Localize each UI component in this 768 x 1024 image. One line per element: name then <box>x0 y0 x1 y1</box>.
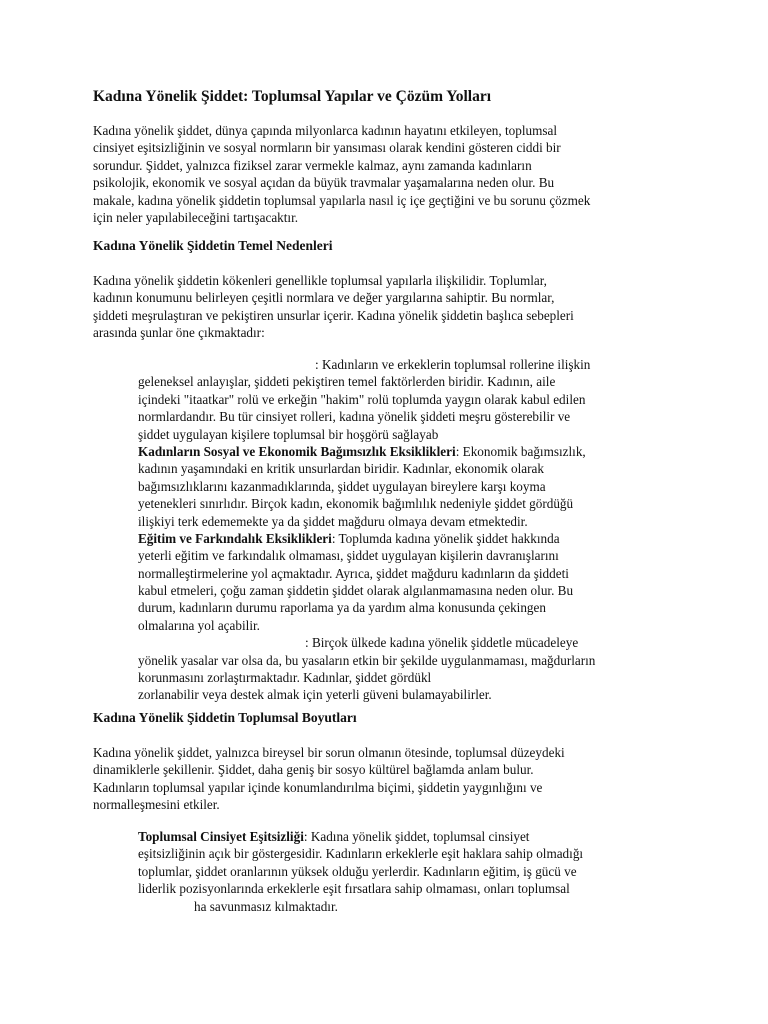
text-line: dinamiklerle şekillenir. Şiddet, daha geniş bir sosyo kültürel bağlamda anlam bulur. <box>93 762 534 778</box>
list-item-term: Eğitim ve Farkındalık Eksiklikleri <box>138 530 332 546</box>
text-line: bağımsızlıklarını kazanmadıklarında, şiddet uygulayan bireylere karşı koyma <box>138 478 546 494</box>
text-line: yeterli eğitim ve farkındalık olmaması, şiddet uygulayan kişilerin davranışlarını <box>138 548 559 564</box>
text-line: şiddet uygulayan kişilere toplumsal bir hoşgörü sağlayab <box>138 426 439 442</box>
text-line: ilişkiyi terk edememekte ya da şiddet mağduru olmaya devam etmektedir. <box>138 513 528 529</box>
text-line: zorlanabilir veya destek almak için yeterli güveni bulamayabilirler. <box>138 687 492 703</box>
list-item-first-line: : Kadınların ve erkeklerin toplumsal rollerine ilişkin <box>315 357 591 372</box>
text-line: arasında şunlar öne çıkmaktadır: <box>93 325 265 341</box>
text-line: kabul etmeleri, çoğu zaman şiddetin şiddet olarak algılanmamasına neden olur. Bu <box>138 583 574 599</box>
text-line: Kadına yönelik şiddet, dünya çapında milyonlarca kadının hayatını etkileyen, toplumsal <box>93 123 558 138</box>
text-line: durum, kadınların durumu raporlama ya da yardım alma konusunda çekingen <box>138 600 546 616</box>
list-item-first-line <box>138 443 678 460</box>
text-line: Kadına yönelik şiddetin kökenleri genellikle toplumsal yapılarla ilişkilidir. Toplumlar, <box>93 273 547 288</box>
text-line: içindeki "itaatkar" rolü ve erkeğin "hakim" rolü toplumda yaygın olarak kabul edilen <box>138 391 586 407</box>
dimensions-list <box>138 828 678 915</box>
text-line: sorundur. Şiddet, yalnızca fiziksel zarar vermekle kalmaz, aynı zamanda kadınların <box>93 157 532 173</box>
list-item-text: : Toplumda kadına yönelik şiddet hakkında <box>331 530 560 546</box>
text-line: liderlik pozisyonlarında erkeklerle eşit fırsatlara sahip olmaması, onları toplumsal <box>138 881 570 897</box>
text-line: psikolojik, ekonomik ve sosyal açıdan da büyük travmalar yaşamalarına neden olur. Bu <box>93 175 555 191</box>
text-line: toplumlar, şiddet oranlarının yüksek olduğu yerlerdir. Kadınların eğitim, iş gücü ve <box>138 863 577 879</box>
text-line: yetenekleri sınırlıdır. Birçok kadın, ekonomik bağımlılık nedeniyle şiddet gördüğü <box>138 496 574 512</box>
list-item-first-line <box>138 530 678 547</box>
section1-paragraph <box>93 272 683 342</box>
text-line: cinsiyet eşitsizliğinin ve sosyal normların bir yansıması olarak kendini gösteren ciddi bir <box>93 140 561 156</box>
section-heading: Kadına Yönelik Şiddetin Temel Nedenleri <box>93 238 333 253</box>
list-item-term: Kadınların Sosyal ve Ekonomik Bağımsızlık Eksiklikleri <box>138 443 456 459</box>
text-line: kadının konumunu belirleyen çeşitli normlara ve değer yargılarına sahiptir. Bu normlar, <box>93 290 555 306</box>
text-line: ha savunmasız kılmaktadır. <box>194 898 338 914</box>
section2-paragraph <box>93 744 683 814</box>
text-line: Kadınların toplumsal yapılar içinde konumlandırılma biçimi, şiddetin yaygınlığını ve <box>93 779 543 795</box>
text-line: normalleşmesini etkiler. <box>93 797 220 813</box>
text-line: için neler yapılabileceğini tartışacaktır. <box>93 209 299 225</box>
text-line: kadının yaşamındaki en kritik unsurlardan biridir. Kadınlar, ekonomik olarak <box>138 461 544 477</box>
text-line: şiddeti meşrulaştıran ve pekiştiren unsurlar içerir. Kadına yönelik şiddetin başlıca sebepleri <box>93 307 574 323</box>
text-line: geleneksel anlayışlar, şiddeti pekiştiren temel faktörlerden biridir. Kadının, aile <box>138 374 556 390</box>
document-title: Kadına Yönelik Şiddet: Toplumsal Yapılar ve Çözüm Yolları <box>93 88 492 105</box>
text-line: Kadına yönelik şiddet, yalnızca bireysel bir sorun olmanın ötesinde, toplumsal düzeydeki <box>93 745 565 760</box>
section-heading: Kadına Yönelik Şiddetin Toplumsal Boyutları <box>93 710 357 725</box>
list-item-first-line <box>138 828 678 845</box>
list-item-text: : Ekonomik bağımsızlık, <box>455 443 586 459</box>
text-line: korunmasını zorlaştırmaktadır. Kadınlar, şiddet gördükl <box>138 670 432 686</box>
intro-paragraph <box>93 122 683 226</box>
causes-list <box>138 356 678 704</box>
text-line: normalleştirmelerine yol açmaktadır. Ayrıca, şiddet mağduru kadınların da şiddeti <box>138 565 569 581</box>
text-line: makale, kadına yönelik şiddetin toplumsal yapılarla nasıl iç içe geçtiğini ve bu sorunu çözmek <box>93 192 591 208</box>
list-item-term: Toplumsal Cinsiyet Eşitsizliği <box>138 829 304 844</box>
list-item-first-line: : Birçok ülkede kadına yönelik şiddetle mücadeleye <box>305 635 579 651</box>
text-line: normlardandır. Bu tür cinsiyet rolleri, kadına yönelik şiddeti meşru gösterebilir ve <box>138 409 571 425</box>
text-line: eşitsizliğinin açık bir göstergesidir. Kadınların erkeklerle eşit haklara sahip olmadığı <box>138 846 584 862</box>
text-line: yönelik yasalar var olsa da, bu yasaların etkin bir şekilde uygulanmaması, mağdurların <box>138 652 596 668</box>
list-item-text: : Kadına yönelik şiddet, toplumsal cinsiyet <box>303 829 530 844</box>
text-line: olmalarına yol açabilir. <box>138 617 260 633</box>
